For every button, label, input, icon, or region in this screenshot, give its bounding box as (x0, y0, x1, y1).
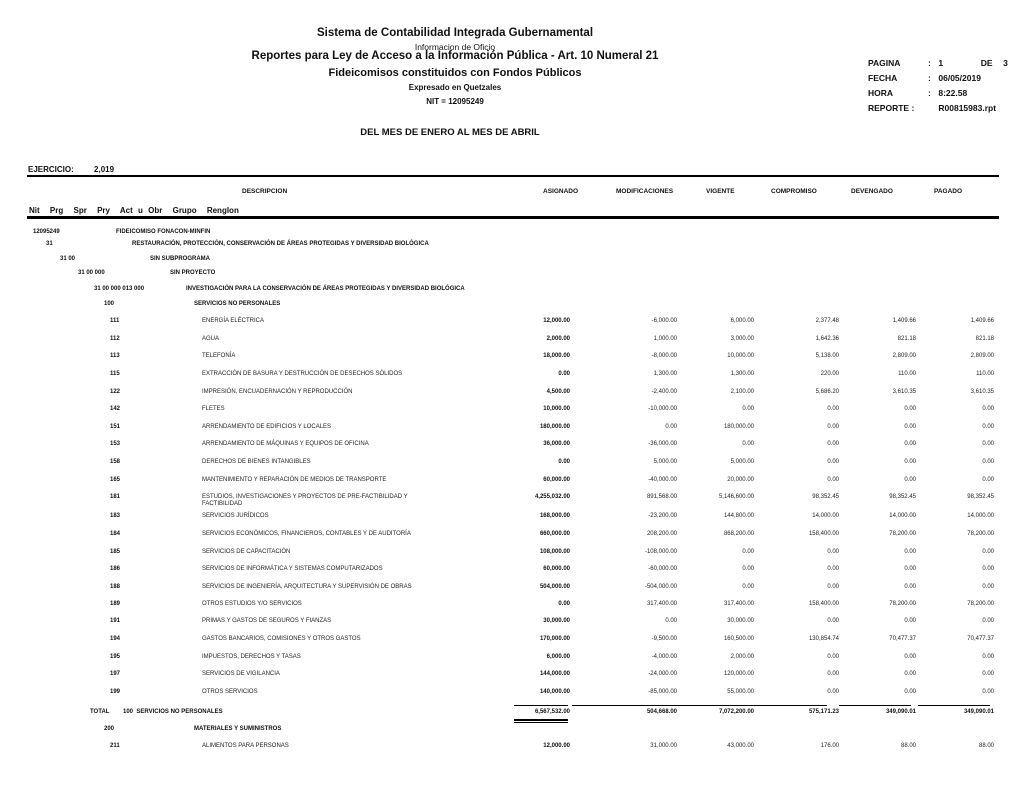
nit-label: NIT = 12095249 (426, 97, 484, 106)
table-row (0, 618, 1024, 630)
col-compromiso: COMPROMISO (771, 188, 817, 195)
pagado-value: 110.00 (976, 371, 994, 377)
asignado-value: 140,000.00 (539, 689, 570, 695)
devengado-value: 0.00 (904, 406, 916, 412)
table-row (0, 636, 1024, 648)
fiscal-year-label: EJERCICIO: (28, 165, 74, 174)
total-rule-pagado (918, 705, 990, 706)
asignado-value: 4,500.00 (546, 389, 570, 395)
devengado-value: 0.00 (904, 671, 916, 677)
compromiso-value: 0.00 (827, 477, 839, 483)
asignado-value: 10,000.00 (543, 406, 570, 412)
pagado-value: 0.00 (982, 424, 994, 430)
level-grupo: Grupo (172, 206, 197, 215)
renglon-desc: OTROS SERVICIOS (202, 689, 258, 695)
renglon-desc: SERVICIOS DE INFORMÁTICA Y SISTEMAS COMPUTARIZADOS (202, 566, 383, 572)
asignado-value: 144,000.00 (539, 671, 570, 677)
report-subtitle: Fideicomisos constituidos con Fondos Públicos (328, 67, 582, 79)
renglon-code: 188 (110, 584, 121, 590)
renglon-desc: EXTRACCIÓN DE BASURA Y DESTRUCCIÓN DE DESECHOS SÓLIDOS (202, 371, 403, 377)
renglon-code: 158 (110, 459, 121, 465)
renglon-desc: FLETES (202, 406, 225, 412)
group-row: 200 MATERIALES Y SUMINISTROS (104, 726, 282, 732)
modificaciones-value: 1,000.00 (653, 336, 677, 342)
compromiso-value: 0.00 (827, 406, 839, 412)
pagado-value: 0.00 (982, 618, 994, 624)
modificaciones-value: -2,400.00 (651, 389, 677, 395)
modificaciones-value: 1,300.00 (653, 371, 677, 377)
renglon-desc: DERECHOS DE BIENES INTANGIBLES (202, 459, 311, 465)
compromiso-value: 1,642.36 (815, 336, 839, 342)
page-label: PAGINA (868, 58, 901, 68)
asignado-value: 18,000.00 (543, 353, 570, 359)
modificaciones-value: -504,000.00 (644, 584, 677, 590)
renglon-code: 165 (110, 477, 121, 483)
devengado-value: 1,409.66 (892, 318, 916, 324)
time-label: HORA (868, 88, 894, 98)
renglon-desc: ARRENDAMIENTO DE EDIFICIOS Y LOCALES (202, 424, 332, 430)
devengado-value: 70,477.37 (889, 636, 916, 642)
renglon-desc: ESTUDIOS, INVESTIGACIONES Y PROYECTOS DE PRE-FACTIBILIDAD Y FACTIBILIDAD (202, 494, 408, 507)
modificaciones-value: -10,000.00 (648, 406, 677, 412)
pagado-value: 14,000.00 (967, 513, 994, 519)
asignado-value: 108,000.00 (539, 549, 570, 555)
date-label: FECHA (868, 73, 898, 83)
vigente-value: 0.00 (742, 549, 754, 555)
renglon-code: 189 (110, 601, 121, 607)
renglon-code: 191 (110, 618, 121, 624)
report-label: REPORTE : (868, 103, 915, 113)
col-modificaciones: MODIFICACIONES (616, 188, 674, 195)
vigente-value: 5,146,600.00 (718, 494, 754, 500)
pagado-value: 78,200.00 (967, 531, 994, 537)
devengado-value: 14,000.00 (889, 513, 916, 519)
pagado-value: 821.18 (975, 336, 994, 342)
level-renglon: Renglon (206, 206, 239, 215)
renglon-desc: PRIMAS Y GASTOS DE SEGUROS Y FIANZAS (202, 618, 332, 624)
modificaciones-value: -36,000.00 (648, 441, 677, 447)
modificaciones-value: -8,000.00 (651, 353, 677, 359)
renglon-desc: MANTENIMIENTO Y REPARACIÓN DE MEDIOS DE TRANSPORTE (202, 477, 387, 483)
devengado-value: 78,200.00 (889, 531, 916, 537)
devengado-value: 0.00 (904, 459, 916, 465)
modificaciones-value: 5,000.00 (653, 459, 677, 465)
devengado-value: 0.00 (904, 424, 916, 430)
vigente-value: 180,000.00 (723, 424, 754, 430)
vigente-value: 868,200.00 (723, 531, 754, 537)
renglon-desc: OTROS ESTUDIOS Y/O SERVICIOS (202, 601, 302, 607)
table-row (0, 584, 1024, 596)
total-rule-devengado (839, 705, 911, 706)
table-row (0, 549, 1024, 561)
asignado-value: 4,255,032.00 (534, 494, 570, 500)
pagado-value: 0.00 (982, 671, 994, 677)
compromiso-value: 0.00 (827, 584, 839, 590)
compromiso-value: 5,138.00 (815, 353, 839, 359)
renglon-code: 183 (110, 513, 121, 519)
col-pagado: PAGADO (934, 188, 963, 195)
vigente-value: 0.00 (742, 584, 754, 590)
asignado-value: 60,000.00 (543, 566, 570, 572)
compromiso-value: 158,400.00 (808, 531, 839, 537)
asignado-value: 12,000.00 (543, 318, 570, 324)
col-descripcion: DESCRIPCION (242, 188, 288, 195)
time-value: 8:22.58 (938, 88, 968, 98)
vigente-value: 0.00 (742, 406, 754, 412)
pagado-value: 0.00 (982, 441, 994, 447)
fiscal-year (28, 165, 114, 174)
vigente-value: 120,000.00 (723, 671, 754, 677)
renglon-code: 185 (110, 549, 121, 555)
devengado-value: 2,809.00 (892, 353, 916, 359)
renglon-desc: SERVICIOS ECONÓMICOS, FINANCIEROS, CONTABLES Y DE AUDITORÍA (202, 531, 411, 537)
report-file: R00815983.rpt (938, 103, 997, 113)
modificaciones-value: 0.00 (665, 618, 677, 624)
table-row (0, 494, 1024, 506)
hierarchy-row: 31 00 000 013 000 INVESTIGACIÓN PARA LA CONSERVACIÓN DE ÁREAS PROTEGIDAS Y DIVERSIDAD BIOLÓGICA (94, 286, 465, 292)
hierarchy-row: 12095249 FIDEICOMISO FONACON-MINFIN (33, 229, 211, 235)
pagado-value: 0.00 (982, 477, 994, 483)
table-row (0, 353, 1024, 365)
compromiso-value: 158,400.00 (808, 601, 839, 607)
pagado-value: 3,610.35 (970, 389, 994, 395)
top-rule (27, 175, 999, 177)
asignado-value: 180,000.00 (539, 424, 570, 430)
table-row (0, 477, 1024, 489)
vigente-value: 160,500.00 (723, 636, 754, 642)
devengado-value: 0.00 (904, 477, 916, 483)
renglon-code: 199 (110, 689, 121, 695)
fiscal-year-value: 2,019 (94, 165, 115, 174)
compromiso-value: 130,854.74 (808, 636, 839, 642)
period-label: DEL MES DE ENERO AL MES DE ABRIL (360, 127, 540, 138)
compromiso-value: 0.00 (827, 441, 839, 447)
devengado-value: 821.18 (897, 336, 916, 342)
asignado-value: 170,000.00 (539, 636, 570, 642)
hierarchy-row: 31 RESTAURACIÓN, PROTECCIÓN, CONSERVACIÓN DE ÁREAS PROTEGIDAS Y DIVERSIDAD BIOLÓGICA (46, 241, 429, 247)
meta-report (868, 103, 996, 113)
vigente-value: 144,800.00 (723, 513, 754, 519)
currency-note: Expresado en Quetzales (408, 83, 502, 92)
renglon-desc: SERVICIOS JURÍDICOS (202, 513, 269, 519)
compromiso-value: 0.00 (827, 689, 839, 695)
vigente-value: 317,400.00 (723, 601, 754, 607)
renglon-desc: ARRENDAMIENTO DE MÁQUINAS Y EQUIPOS DE OFICINA (202, 441, 369, 447)
col-devengado: DEVENGADO (851, 188, 893, 195)
asignado-value: 6,000.00 (546, 654, 570, 660)
renglon-desc: SERVICIOS DE CAPACITACIÓN (202, 549, 291, 555)
renglon-desc: SERVICIOS DE VIGILANCIA (202, 671, 280, 677)
asignado-value: 504,000.00 (539, 584, 570, 590)
system-title: Sistema de Contabilidad Integrada Gubernamental (316, 27, 594, 39)
total-rule-asignado (514, 705, 568, 706)
col-vigente: VIGENTE (706, 188, 735, 195)
table-row: 211 ALIMENTOS PARA PERSONAS 12,000.00 31,000.00 43,000.00 176.00 88.00 88.00 (110, 743, 994, 749)
asignado-value: 168,000.00 (539, 513, 570, 519)
pagado-value: 0.00 (982, 584, 994, 590)
devengado-value: 0.00 (904, 549, 916, 555)
pagado-value: 2,809.00 (970, 353, 994, 359)
total-desc: 100 SERVICIOS NO PERSONALES (123, 709, 223, 715)
table-row (0, 689, 1024, 701)
table-row (0, 389, 1024, 401)
table-row (0, 318, 1024, 330)
pagado-value: 70,477.37 (967, 636, 994, 642)
table-row (0, 336, 1024, 348)
asignado-value: 60,000.00 (543, 477, 570, 483)
hierarchy-row: 31 00 000 SIN PROYECTO (78, 270, 216, 276)
compromiso-value: 0.00 (827, 459, 839, 465)
office-note: Informacion de Oficio (414, 42, 496, 52)
compromiso-value: 0.00 (827, 654, 839, 660)
vigente-value: 2,000.00 (730, 654, 754, 660)
devengado-value: 0.00 (904, 441, 916, 447)
report-title: Reportes para Ley de Acceso a la Información Pública - Art. 10 Numeral 21 (251, 50, 659, 62)
vigente-value: 5,000.00 (730, 459, 754, 465)
total-label: TOTAL (90, 709, 110, 715)
table-row (0, 654, 1024, 666)
modificaciones-value: -23,200.00 (648, 513, 677, 519)
asignado-value: 30,000.00 (543, 618, 570, 624)
table-row (0, 441, 1024, 453)
compromiso-value: 0.00 (827, 618, 839, 624)
level-act: Act u Obr (119, 206, 163, 215)
col-asignado: ASIGNADO (543, 188, 579, 195)
vigente-value: 0.00 (742, 566, 754, 572)
modificaciones-value: 891,568.00 (646, 494, 677, 500)
renglon-code: 142 (110, 406, 121, 412)
vigente-value: 55,000.00 (727, 689, 754, 695)
devengado-value: 98,352.45 (889, 494, 916, 500)
level-prg: Prg (49, 206, 64, 215)
pagado-value: 0.00 (982, 654, 994, 660)
renglon-code: 115 (110, 371, 120, 377)
renglon-code: 184 (110, 531, 121, 537)
vigente-value: 30,000.00 (727, 618, 754, 624)
devengado-value: 3,610.35 (892, 389, 916, 395)
compromiso-value: 0.00 (827, 549, 839, 555)
pagado-value: 0.00 (982, 566, 994, 572)
meta-page: PAGINA : 1 DE 3 (868, 58, 1008, 68)
vigente-value: 2,100.00 (730, 389, 754, 395)
asignado-value: 0.00 (558, 601, 570, 607)
renglon-desc: TELEFONÍA (202, 353, 236, 359)
total-double-rule (514, 722, 568, 723)
total-double-rule (514, 719, 568, 721)
level-headers (29, 206, 244, 215)
renglon-code: 122 (110, 389, 121, 395)
total-rule-mid (572, 705, 827, 706)
devengado-value: 78,200.00 (889, 601, 916, 607)
devengado-value: 0.00 (904, 689, 916, 695)
pagado-value: 1,409.66 (970, 318, 994, 324)
pagado-value: 98,352.45 (967, 494, 994, 500)
modificaciones-value: -6,000.00 (651, 318, 677, 324)
devengado-value: 0.00 (904, 584, 916, 590)
devengado-value: 0.00 (904, 654, 916, 660)
modificaciones-value: 317,400.00 (646, 601, 677, 607)
compromiso-value: 5,686.20 (815, 389, 839, 395)
pagado-value: 0.00 (982, 459, 994, 465)
asignado-value: 36,000.00 (543, 441, 570, 447)
asignado-value: 0.00 (558, 371, 570, 377)
modificaciones-value: -24,000.00 (648, 671, 677, 677)
level-nit: Nit (29, 206, 40, 215)
table-row (0, 459, 1024, 471)
renglon-code: 151 (110, 424, 121, 430)
pagado-value: 0.00 (982, 549, 994, 555)
compromiso-value: 0.00 (827, 671, 839, 677)
renglon-code: 194 (110, 636, 121, 642)
asignado-value: 0.00 (558, 459, 570, 465)
renglon-desc: IMPRESIÓN, ENCUADERNACIÓN Y REPRODUCCIÓN (202, 389, 353, 395)
renglon-code: 197 (110, 671, 121, 677)
compromiso-value: 220.00 (820, 371, 839, 377)
renglon-code: 153 (110, 441, 121, 447)
hierarchy-row: 31 00 SIN SUBPROGRAMA (60, 256, 211, 262)
modificaciones-value: -40,000.00 (648, 477, 677, 483)
renglon-code: 181 (110, 494, 121, 500)
compromiso-value: 98,352.45 (812, 494, 839, 500)
renglon-desc: AGUA (202, 336, 220, 342)
meta-date: FECHA : 06/05/2019 (868, 73, 981, 83)
renglon-code: 112 (110, 336, 120, 342)
pagado-value: 0.00 (982, 689, 994, 695)
vigente-value: 1,300.00 (730, 371, 754, 377)
level-pry: Pry (97, 206, 110, 215)
table-row (0, 424, 1024, 436)
asignado-value: 2,000.00 (546, 336, 570, 342)
compromiso-value: 2,377.48 (815, 318, 839, 324)
modificaciones-value: -9,500.00 (651, 636, 677, 642)
table-row (0, 531, 1024, 543)
table-row (0, 671, 1024, 683)
table-row (0, 371, 1024, 383)
modificaciones-value: -85,000.00 (648, 689, 677, 695)
modificaciones-value: 208,200.00 (646, 531, 677, 537)
compromiso-value: 14,000.00 (812, 513, 839, 519)
table-row (0, 406, 1024, 418)
table-row (0, 566, 1024, 578)
vigente-value: 20,000.00 (727, 477, 754, 483)
vigente-value: 10,000.00 (727, 353, 754, 359)
vigente-value: 3,000.00 (730, 336, 754, 342)
renglon-code: 113 (110, 353, 120, 359)
renglon-desc: SERVICIOS DE INGENIERÍA, ARQUITECTURA Y SUPERVISIÓN DE OBRAS (202, 584, 412, 590)
renglon-code: 111 (110, 318, 120, 324)
modificaciones-value: -4,000.00 (651, 654, 677, 660)
vigente-value: 6,000.00 (730, 318, 754, 324)
renglon-desc: IMPUESTOS, DERECHOS Y TASAS (202, 654, 301, 660)
modificaciones-value: -60,000.00 (648, 566, 677, 572)
hierarchy-row: 100 SERVICIOS NO PERSONALES (104, 301, 281, 307)
devengado-value: 0.00 (904, 566, 916, 572)
pagado-value: 0.00 (982, 406, 994, 412)
table-row (0, 601, 1024, 613)
renglon-code: 186 (110, 566, 121, 572)
renglon-desc: ENERGÍA ELÉCTRICA (202, 318, 265, 324)
date-value: 06/05/2019 (938, 73, 981, 83)
page-value: 1 (938, 58, 944, 68)
devengado-value: 0.00 (904, 618, 916, 624)
page-total: 3 (1003, 58, 1008, 68)
header-rule (27, 216, 999, 219)
table-row (0, 513, 1024, 525)
total-row: TOTAL 100 SERVICIOS NO PERSONALES 6,567,532.00 504,668.00 7,072,200.00 575,171.23 349,090.01 349,090.01 (90, 709, 994, 715)
compromiso-value: 0.00 (827, 566, 839, 572)
page-of-label: DE (980, 58, 993, 68)
level-spr: Spr (73, 206, 87, 215)
modificaciones-value: 0.00 (665, 424, 677, 430)
vigente-value: 0.00 (742, 441, 754, 447)
asignado-value: 660,000.00 (539, 531, 570, 537)
devengado-value: 110.00 (898, 371, 916, 377)
pagado-value: 78,200.00 (967, 601, 994, 607)
modificaciones-value: -108,000.00 (644, 549, 677, 555)
meta-time: HORA : 8:22.58 (868, 88, 968, 98)
compromiso-value: 0.00 (827, 424, 839, 430)
renglon-code: 195 (110, 654, 121, 660)
renglon-desc: GASTOS BANCARIOS, COMISIONES Y OTROS GASTOS (202, 636, 361, 642)
